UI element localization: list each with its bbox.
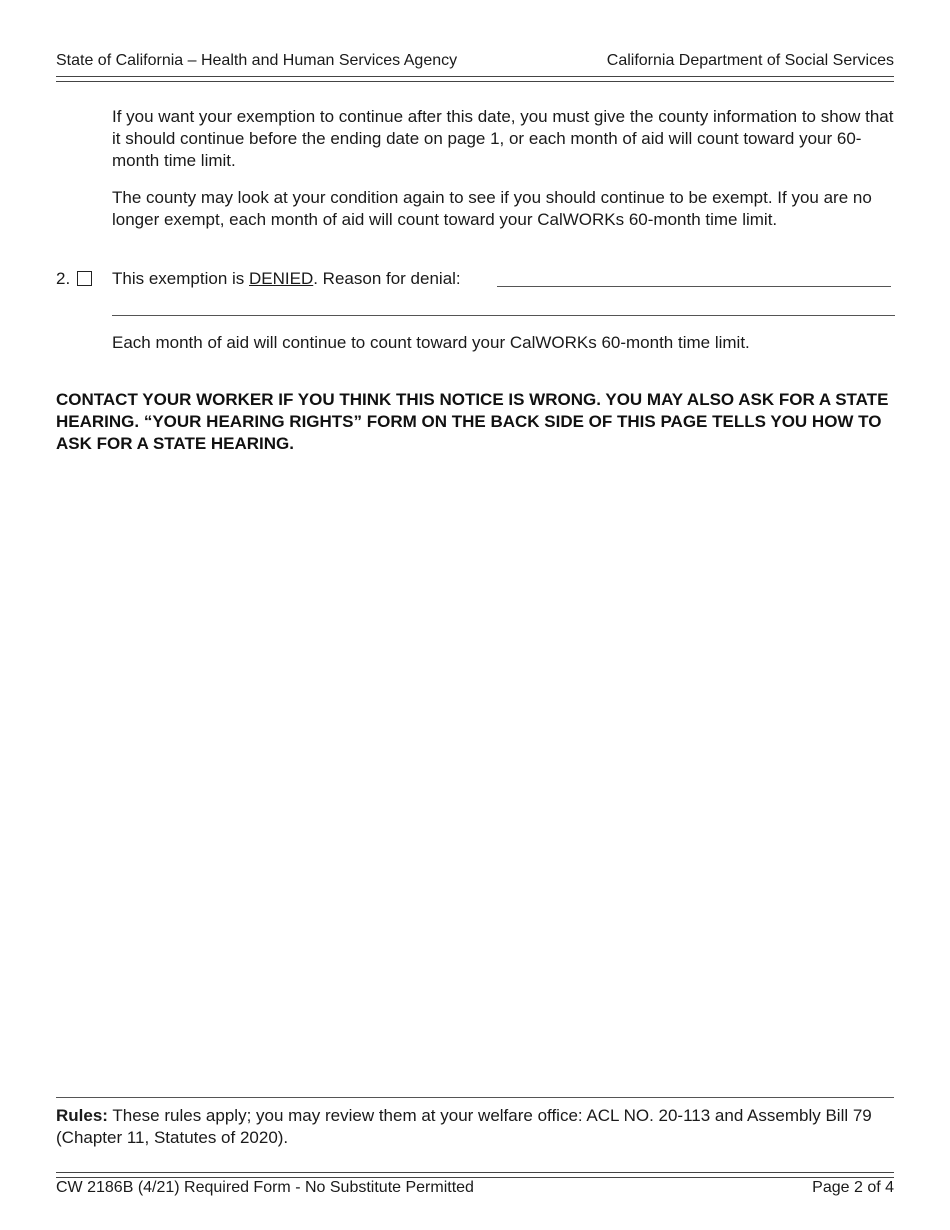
page-footer [56, 1179, 894, 1199]
denial-reason-field-line-2[interactable] [112, 315, 895, 316]
time-limit-notice: Each month of aid will continue to count toward your CalWORKs 60-month time limit. [112, 333, 750, 352]
rules-text: These rules apply; you may review them at your welfare office: ACL NO. 20-113 and Assembly Bill 79 (Chapter 11, Statutes of 2020). [56, 1106, 872, 1147]
footer-double-rule [56, 1172, 894, 1178]
state-hearing-warning: CONTACT YOUR WORKER IF YOU THINK THIS NOTICE IS WRONG. YOU MAY ALSO ASK FOR A STATE HEARING. “YOUR HEARING RIGHTS” FORM ON THE BACK SIDE OF THIS PAGE TELLS YOU HOW TO ASK FOR A STATE HEARING. [56, 390, 889, 453]
denied-text-after: . Reason for denial: [313, 269, 461, 288]
page-header [56, 52, 894, 74]
rules-divider [56, 1097, 894, 1098]
denied-statement [112, 268, 461, 290]
denied-text-before: This exemption is [112, 269, 249, 288]
form-id: CW 2186B (4/21) Required Form - No Substitute Permitted [56, 1179, 474, 1196]
denied-checkbox[interactable] [77, 271, 92, 286]
header-double-rule [56, 76, 894, 82]
denied-word: DENIED [249, 269, 314, 288]
condition-review-paragraph: The county may look at your condition again to see if you should continue to be exempt. If you are no longer exempt, each month of aid will count toward your CalWORKs 60-month time limit. [112, 188, 872, 229]
denial-reason-field[interactable] [497, 286, 891, 287]
continue-exemption-paragraph: If you want your exemption to continue after this date, you must give the county information to show that it should continue before the ending date on page 1, or each month of aid will count toward your 60-month time limit. [112, 107, 894, 170]
rules-section [56, 1105, 896, 1149]
rules-label: Rules: [56, 1106, 108, 1125]
item-number: 2. [56, 269, 71, 288]
department-name: California Department of Social Services [606, 52, 894, 69]
agency-name: State of California – Health and Human Services Agency [56, 52, 458, 69]
page-number: Page 2 of 4 [812, 1179, 894, 1196]
